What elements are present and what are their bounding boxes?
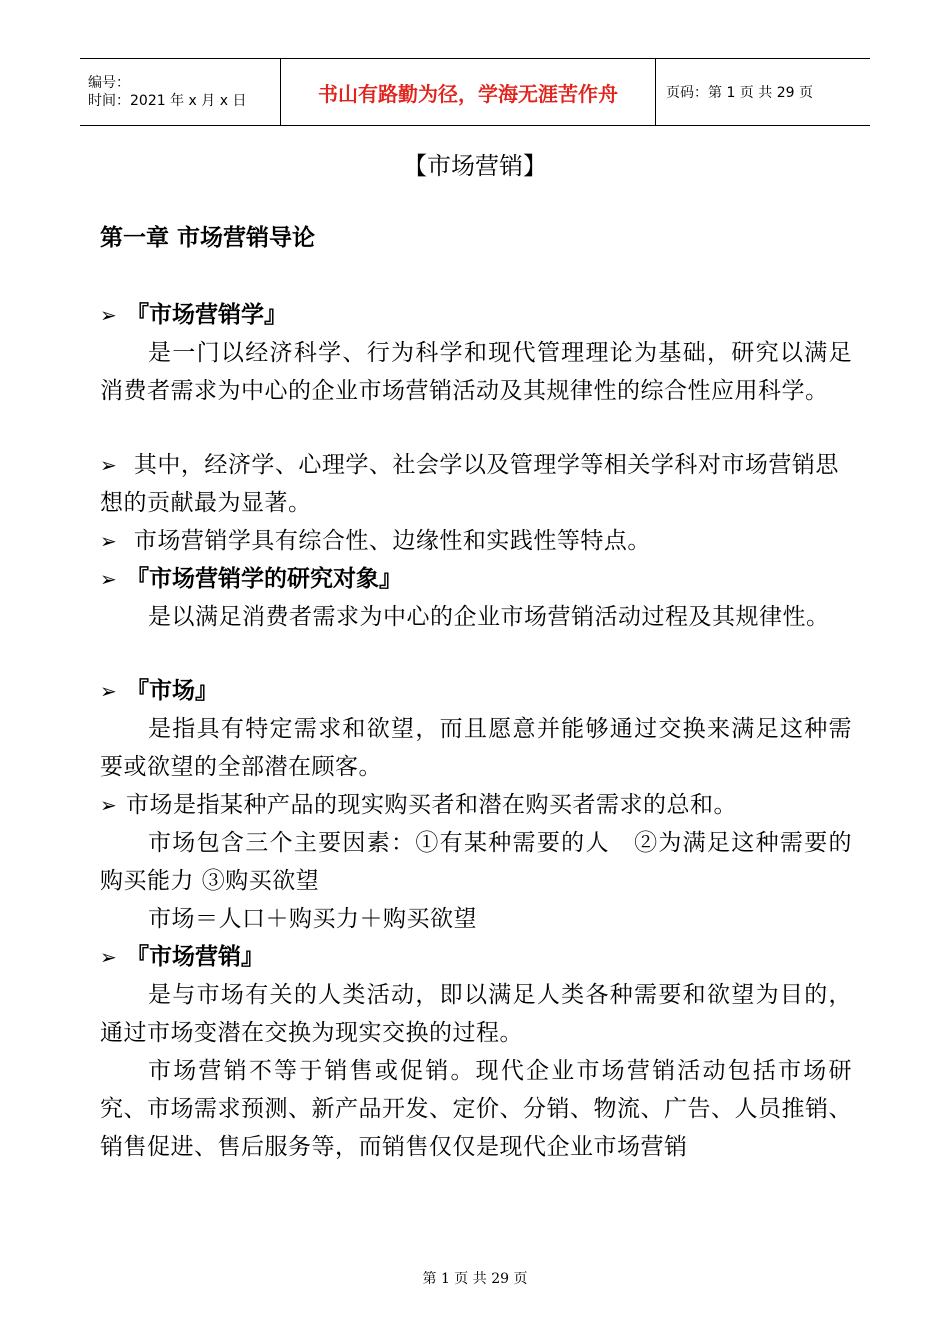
- chapter-title: 第一章 市场营销导论: [100, 225, 316, 251]
- arrow-bullet-icon: ➢: [100, 679, 117, 703]
- formula-line: 市场＝人口＋购买力＋购买欲望: [148, 906, 477, 932]
- arrow-bullet-icon: ➢: [100, 453, 118, 477]
- section-heading: ➢ 『市场营销学的研究对象』: [100, 560, 852, 598]
- bullet-item: ➢ 市场是指某种产品的现实购买者和潜在购买者需求的总和。: [100, 786, 852, 824]
- header-page-info: 页码：第 1 页 共 29 页: [666, 85, 813, 101]
- arrow-bullet-icon: ➢: [100, 303, 117, 327]
- paragraph: 是指具有特定需求和欲望，而且愿意并能够通过交换来满足这种需要或欲望的全部潜在顾客。: [100, 716, 852, 780]
- paragraph: 是以满足消费者需求为中心的企业市场营销活动过程及其规律性。: [148, 604, 830, 630]
- arrow-bullet-icon: ➢: [100, 945, 117, 969]
- bullet-item: ➢ 市场营销学具有综合性、边缘性和实践性等特点。: [100, 522, 852, 560]
- document-title: 【市场营销】: [403, 152, 547, 180]
- page-header: [80, 58, 870, 126]
- number-label: 编号：: [88, 75, 130, 91]
- bullet-item: ➢ 其中，经济学、心理学、社会学以及管理学等相关学科对市场营销思想的贡献最为显著。: [100, 446, 852, 522]
- section-heading: ➢ 『市场营销学』: [100, 296, 852, 334]
- arrow-bullet-icon: ➢: [100, 793, 118, 817]
- paragraph: 是一门以经济科学、行为科学和现代管理理论为基础，研究以满足消费者需求为中心的企业市场营销活动及其规律性的综合性应用科学。: [100, 340, 852, 404]
- arrow-bullet-icon: ➢: [100, 567, 117, 591]
- time-label: 时间：2021 年 x 月 x 日: [88, 93, 247, 109]
- header-meta: [80, 59, 281, 125]
- section-heading: ➢ 『市场』: [100, 672, 852, 710]
- document-body: [100, 218, 852, 1166]
- arrow-bullet-icon: ➢: [100, 529, 118, 553]
- section-heading: ➢ 『市场营销』: [100, 938, 852, 976]
- paragraph: 市场营销不等于销售或促销。现代企业市场营销活动包括市场研究、市场需求预测、新产品开发、定价、分销、物流、广告、人员推销、销售促进、售后服务等，而销售仅仅是现代企业市场营销: [100, 1058, 852, 1160]
- paragraph: 市场包含三个主要因素：①有某种需要的人 ②为满足这种需要的购买能力 ③购买欲望: [100, 830, 852, 894]
- page-footer: 第 1 页 共 29 页: [422, 1271, 528, 1287]
- paragraph: 是与市场有关的人类活动，即以满足人类各种需要和欲望为目的，通过市场变潜在交换为现实交换的过程。: [100, 982, 852, 1046]
- header-motto: 书山有路勤为径，学海无涯苦作舟: [281, 59, 656, 125]
